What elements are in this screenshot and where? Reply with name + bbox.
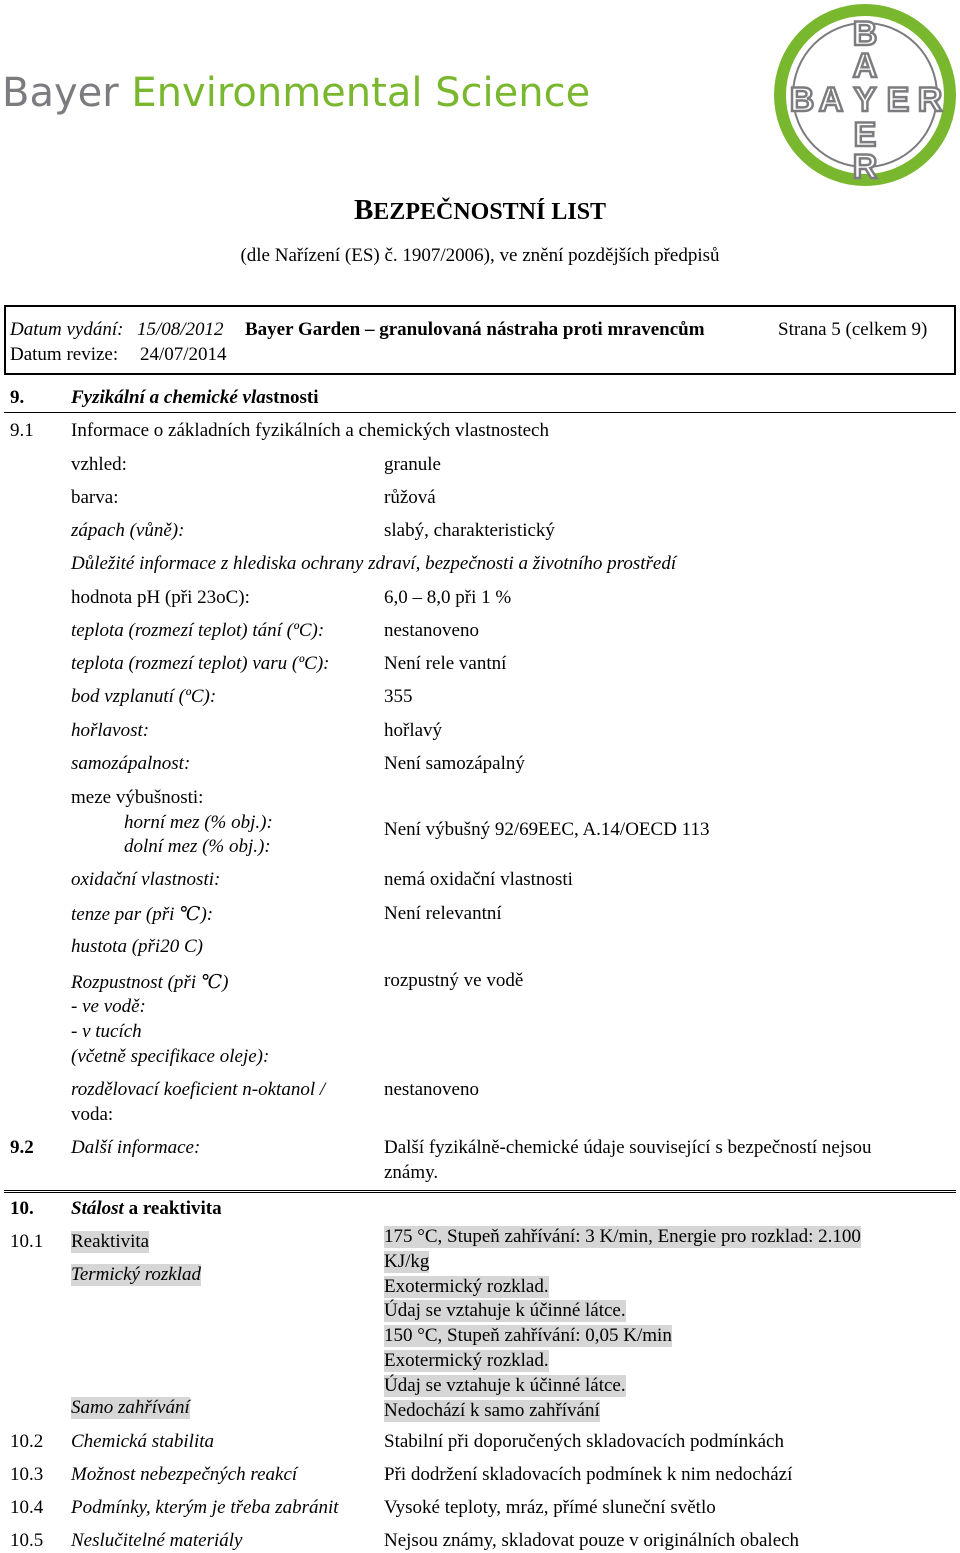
- section102-number: 10.2: [10, 1431, 44, 1452]
- section10-number: 10.: [10, 1198, 34, 1219]
- prop-value-autoignition: Není samozápalný: [384, 753, 525, 774]
- reactivity-line-2: KJ/kg: [384, 1251, 430, 1272]
- revision-date: 24/07/2014: [140, 344, 227, 365]
- section9-rule: [4, 412, 956, 413]
- section91-number: 9.1: [10, 420, 34, 441]
- section102-value: Stabilní při doporučených skladovacích podmínkách: [384, 1431, 784, 1452]
- section92-value-line2: známy.: [384, 1162, 439, 1183]
- section105-label: Neslučitelné materiály: [71, 1530, 243, 1551]
- title-first: B: [353, 194, 374, 226]
- reactivity-line-7: Údaj se vztahuje k účinné látce.: [384, 1375, 626, 1396]
- section102-label: Chemická stabilita: [71, 1431, 215, 1452]
- section9-number: 9.: [10, 387, 25, 408]
- prop-label-partition-2: voda:: [71, 1104, 114, 1125]
- reactivity-line-6: Exotermický rozklad.: [384, 1350, 549, 1371]
- svg-text:A: A: [818, 81, 844, 119]
- section9-title: Fyzikální a chemické vlastnosti: [71, 387, 319, 408]
- prop-value-color: růžová: [384, 487, 436, 508]
- important-info-heading: Důležité informace z hlediska ochrany zdraví, bezpečnosti a životního prostředí: [71, 553, 677, 574]
- prop-label-oxidizing: oxidační vlastnosti:: [71, 869, 221, 890]
- svg-text:E: E: [886, 81, 910, 119]
- section104-value: Vysoké teploty, mráz, přímé sluneční světlo: [384, 1497, 716, 1518]
- section10-rule: [4, 1190, 956, 1193]
- reactivity-line-1: 175 °C, Stupeň zahřívání: 3 K/min, Energie pro rozklad: 2.100: [384, 1226, 861, 1247]
- svg-text:E: E: [853, 116, 877, 154]
- prop-label-explosive-upper: horní mez (% obj.):: [124, 812, 273, 833]
- prop-label-appearance: vzhled:: [71, 454, 127, 475]
- prop-value-oxidizing: nemá oxidační vlastnosti: [384, 869, 573, 890]
- prop-value-explosive: Není výbušný 92/69EEC, A.14/OECD 113: [384, 819, 710, 840]
- svg-text:R: R: [852, 148, 878, 186]
- reactivity-label: Reaktivita: [71, 1231, 150, 1252]
- prop-label-flashpoint: bod vzplanutí (ºC):: [71, 686, 217, 707]
- prop-value-vapor-pressure: Není relevantní: [384, 903, 502, 924]
- issue-date-label: Datum vydání:: [10, 319, 124, 340]
- thermal-decomposition-label: Termický rozklad: [71, 1264, 201, 1285]
- svg-text:A: A: [852, 47, 878, 85]
- prop-label-ph: hodnota pH (při 23oC):: [71, 587, 250, 608]
- document-title: [0, 194, 960, 227]
- prop-label-density: hustota (při20 C): [71, 936, 203, 957]
- brand-wordmark: [2, 70, 590, 116]
- section101-number: 10.1: [10, 1231, 44, 1252]
- prop-label-solubility-water: - ve vodě:: [71, 996, 146, 1017]
- prop-label-solubility: Rozpustnost (při ℃): [71, 972, 229, 993]
- prop-label-odor: zápach (vůně):: [71, 520, 185, 541]
- prop-label-explosive-lower: dolní mez (% obj.):: [124, 836, 271, 857]
- section92-number: 9.2: [10, 1137, 34, 1158]
- prop-label-color: barva:: [71, 487, 119, 508]
- prop-label-vapor-pressure: tenze par (při ℃):: [71, 904, 214, 925]
- prop-value-melting: nestanoveno: [384, 620, 479, 641]
- reactivity-line-5: 150 °C, Stupeň zahřívání: 0,05 K/min: [384, 1325, 672, 1346]
- section104-number: 10.4: [10, 1497, 44, 1518]
- document-subtitle: (dle Nařízení (ES) č. 1907/2006), ve znění pozdějších předpisů: [240, 245, 720, 266]
- section103-label: Možnost nebezpečných reakcí: [71, 1464, 298, 1485]
- section92-label: Další informace:: [71, 1137, 201, 1158]
- brand-part2: Environmental Science: [131, 70, 591, 116]
- section105-value: Nejsou známy, skladovat pouze v originálních obalech: [384, 1530, 800, 1551]
- page-number: Strana 5 (celkem 9): [778, 319, 928, 340]
- prop-value-solubility: rozpustný ve vodě: [384, 970, 524, 991]
- section91-title: Informace o základních fyzikálních a chemických vlastnostech: [71, 420, 549, 441]
- reactivity-line-3: Exotermický rozklad.: [384, 1276, 549, 1297]
- reactivity-line-4: Údaj se vztahuje k účinné látce.: [384, 1300, 626, 1321]
- prop-value-boiling: Není rele vantní: [384, 653, 507, 674]
- bayer-cross-logo: [768, 0, 960, 190]
- svg-text:B: B: [852, 15, 878, 53]
- prop-label-autoignition: samozápalnost:: [71, 753, 191, 774]
- svg-text:R: R: [917, 81, 943, 119]
- prop-label-partition-1: rozdělovací koeficient n-oktanol /: [71, 1079, 326, 1100]
- svg-text:B: B: [789, 81, 815, 119]
- prop-value-appearance: granule: [384, 454, 441, 475]
- self-heating-label: Samo zahřívání: [71, 1397, 190, 1418]
- section105-number: 10.5: [10, 1530, 44, 1551]
- product-name: Bayer Garden – granulovaná nástraha proti mravencům: [245, 319, 705, 340]
- title-rest: EZPEČNOSTNÍ LIST: [373, 199, 607, 225]
- prop-label-explosive: meze výbušnosti:: [71, 787, 204, 808]
- svg-text:Y: Y: [853, 81, 877, 119]
- section92-value-line1: Další fyzikálně-chemické údaje související s bezpečností nejsou: [384, 1137, 872, 1158]
- section103-value: Při dodržení skladovacích podmínek k nim nedochází: [384, 1464, 793, 1485]
- prop-value-odor: slabý, charakteristický: [384, 520, 555, 541]
- prop-value-flammability: hořlavý: [384, 720, 443, 741]
- brand-part1: Bayer: [2, 70, 132, 116]
- prop-value-flashpoint: 355: [384, 686, 413, 707]
- section10-title: Stálost a reaktivita: [71, 1198, 222, 1219]
- prop-label-melting: teplota (rozmezí teplot) tání (ºC):: [71, 620, 325, 641]
- prop-value-ph: 6,0 – 8,0 při 1 %: [384, 587, 512, 608]
- section103-number: 10.3: [10, 1464, 44, 1485]
- prop-label-solubility-fats: - v tucích: [71, 1021, 142, 1042]
- prop-label-solubility-oil: (včetně specifikace oleje):: [71, 1046, 270, 1067]
- prop-label-flammability: hořlavost:: [71, 720, 150, 741]
- section104-label: Podmínky, kterým je třeba zabránit: [71, 1497, 339, 1518]
- issue-date: 15/08/2012: [137, 319, 224, 340]
- reactivity-line-8: Nedochází k samo zahřívání: [384, 1400, 600, 1421]
- prop-value-partition: nestanoveno: [384, 1079, 479, 1100]
- prop-label-boiling: teplota (rozmezí teplot) varu (ºC):: [71, 653, 330, 674]
- revision-date-label: Datum revize:: [10, 344, 119, 365]
